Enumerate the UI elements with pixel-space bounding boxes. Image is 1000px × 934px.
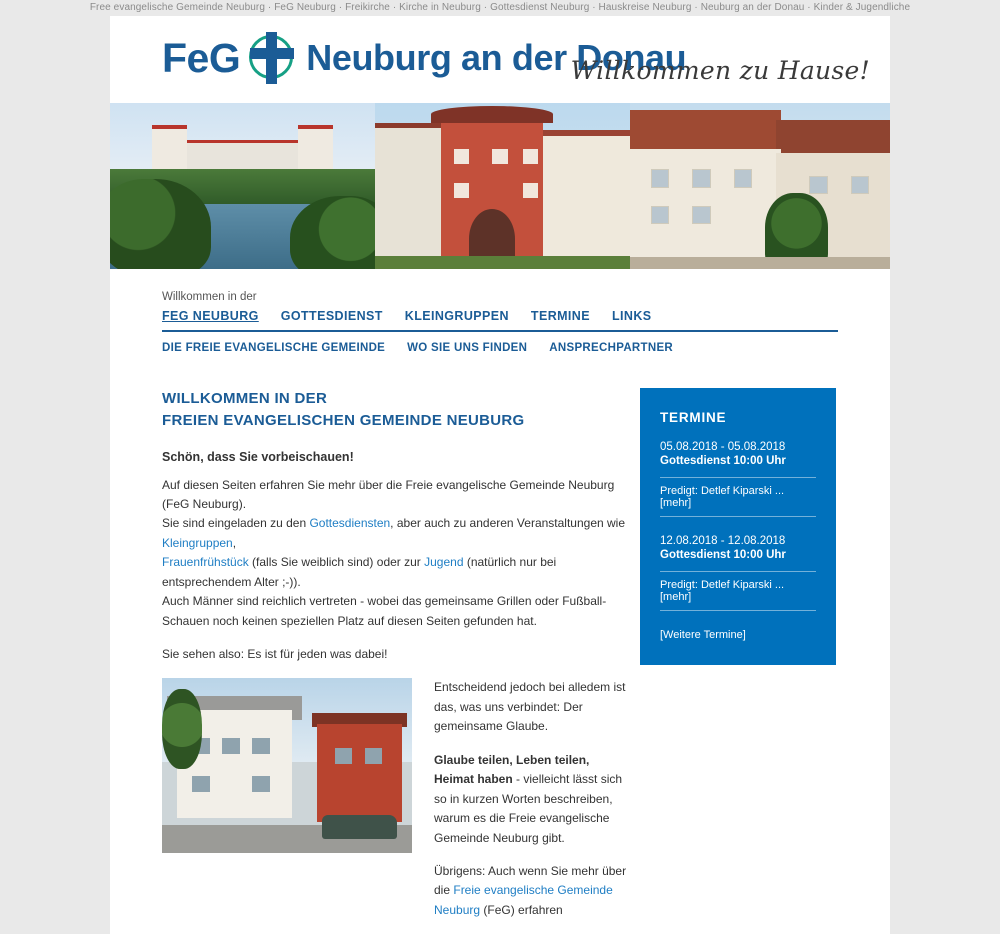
- termine-heading: TERMINE: [660, 410, 727, 425]
- nav-item-feg-neuburg[interactable]: FEG NEUBURG: [162, 309, 259, 323]
- side-paragraph-3a: Übrigens: Auch wenn Sie mehr über die: [434, 863, 627, 898]
- termine-item: [660, 441, 816, 517]
- hero-image-gate-tower: [375, 103, 630, 269]
- church-building-photo: [162, 678, 412, 853]
- logo-title-text: Neuburg an der Donau: [306, 37, 687, 78]
- header-slogan: Willkommen zu Hause!: [570, 56, 870, 85]
- termine-preacher-link[interactable]: Predigt: Detlef Kiparski ... [mehr]: [660, 485, 785, 509]
- intro-sentence-2e: (natürlich nur bei entsprechendem Alter ;-)).: [162, 555, 557, 589]
- side-paragraph-3: [434, 862, 630, 920]
- intro-sentence-2a: Sie sind eingeladen zu den: [162, 516, 310, 531]
- side-paragraph-2-bold: Glaube teilen, Leben teilen, Heimat haben: [434, 752, 590, 787]
- nav-item-links[interactable]: LINKS: [611, 309, 652, 323]
- side-paragraph-3b: (FeG) erfahren: [480, 902, 563, 917]
- nav-item-gottesdienst[interactable]: GOTTESDIENST: [280, 309, 383, 323]
- nav-sub-item-wo-sie-uns-finden[interactable]: WO SIE UNS FINDEN: [407, 342, 528, 354]
- termine-preacher-link[interactable]: Predigt: Detlef Kiparski ... [mehr]: [660, 579, 785, 603]
- termine-preacher[interactable]: [660, 571, 816, 611]
- hero-image-gabled-houses: [630, 103, 890, 269]
- nav-sub-item-ansprechpartner[interactable]: ANSPRECHPARTNER: [549, 342, 674, 354]
- keyword-topbar: Free evangelische Gemeinde Neuburg · FeG Neuburg · Freikirche · Kirche in Neuburg · Gottesdienst Neuburg · Hauskreise Neuburg · Neuburg an der Donau · Kinder & Jugendliche: [89, 2, 911, 13]
- link-feg-neuburg[interactable]: Freie evangelische Gemeinde Neuburg: [434, 883, 613, 917]
- nav-kicker: Willkommen in der: [162, 291, 257, 303]
- intro-sentence-2b: , aber auch zu anderen Veranstaltungen wie: [390, 516, 626, 531]
- nav-main: [162, 309, 838, 332]
- page-title-line2: FREIEN EVANGELISCHEN GEMEINDE NEUBURG: [162, 411, 525, 429]
- site-container: [110, 16, 890, 934]
- logo-feg-text: FeG: [162, 34, 241, 81]
- link-kleingruppen[interactable]: Kleingruppen: [162, 535, 233, 550]
- termine-item: [660, 535, 816, 611]
- termine-date: 05.08.2018 - 05.08.2018: [660, 441, 786, 453]
- link-frauenfruehstueck[interactable]: Frauenfrühstück: [162, 555, 249, 570]
- content-area: [110, 354, 890, 934]
- main-column: [110, 388, 630, 934]
- termine-date: 12.08.2018 - 12.08.2018: [660, 535, 786, 547]
- nav-sub: [162, 342, 838, 354]
- nav-item-kleingruppen[interactable]: KLEINGRUPPEN: [404, 309, 509, 323]
- intro-sentence-2c: ,: [232, 535, 237, 550]
- link-gottesdiensten[interactable]: Gottesdiensten: [309, 516, 391, 531]
- termine-box: [640, 388, 836, 665]
- link-jugend[interactable]: Jugend: [424, 555, 464, 570]
- weitere-termine-link[interactable]: [Weitere Termine]: [660, 629, 746, 641]
- nav-sub-item-die-freie-evangelische-gemeinde[interactable]: DIE FREIE EVANGELISCHE GEMEINDE: [162, 342, 386, 354]
- intro-sentence-1: Auf diesen Seiten erfahren Sie mehr über die Freie evangelische Gemeinde Neuburg (FeG Neuburg).: [162, 477, 615, 511]
- intro-paragraph: [162, 476, 630, 632]
- termine-title: Gottesdienst 10:00 Uhr: [660, 549, 786, 561]
- page-title: [162, 388, 630, 432]
- hero-image-strip: [110, 103, 890, 269]
- intro-closing-paragraph: Sie sehen also: Es ist für jeden was dabei!: [162, 647, 388, 661]
- lead-text: Schön, dass Sie vorbeischauen!: [162, 449, 354, 464]
- intro-sentence-2d: (falls Sie weiblich sind) oder zur: [248, 555, 425, 570]
- navigation: [110, 269, 890, 354]
- nav-item-termine[interactable]: TERMINE: [530, 309, 590, 323]
- intro-sentence-3: Auch Männer sind reichlich vertreten - wobei das gemeinsame Grillen oder Fußball-Schauen noch keinen speziellen Platz auf diesen Seiten gefunden hat.: [162, 594, 607, 628]
- termine-more[interactable]: [660, 629, 816, 641]
- termine-title: Gottesdienst 10:00 Uhr: [660, 455, 786, 467]
- termine-preacher[interactable]: [660, 477, 816, 517]
- site-header: [110, 16, 890, 103]
- cross-circle-icon: [246, 32, 298, 84]
- side-paragraph-2: [434, 751, 630, 848]
- page-title-line1: WILLKOMMEN IN DER: [162, 390, 328, 407]
- right-column: [640, 388, 836, 934]
- hero-image-castle: [110, 103, 375, 269]
- side-paragraph-1: Entscheidend jedoch bei alledem ist das, was uns verbindet: Der gemeinsame Glaube.: [434, 680, 626, 734]
- side-paragraph-2-rest: - vielleicht lässt sich so in kurzen Worten beschreiben, warum es die Freie evangelische Gemeinde Neuburg gibt.: [434, 772, 623, 845]
- photo-text-row: [162, 678, 630, 934]
- photo-side-text: [434, 678, 630, 934]
